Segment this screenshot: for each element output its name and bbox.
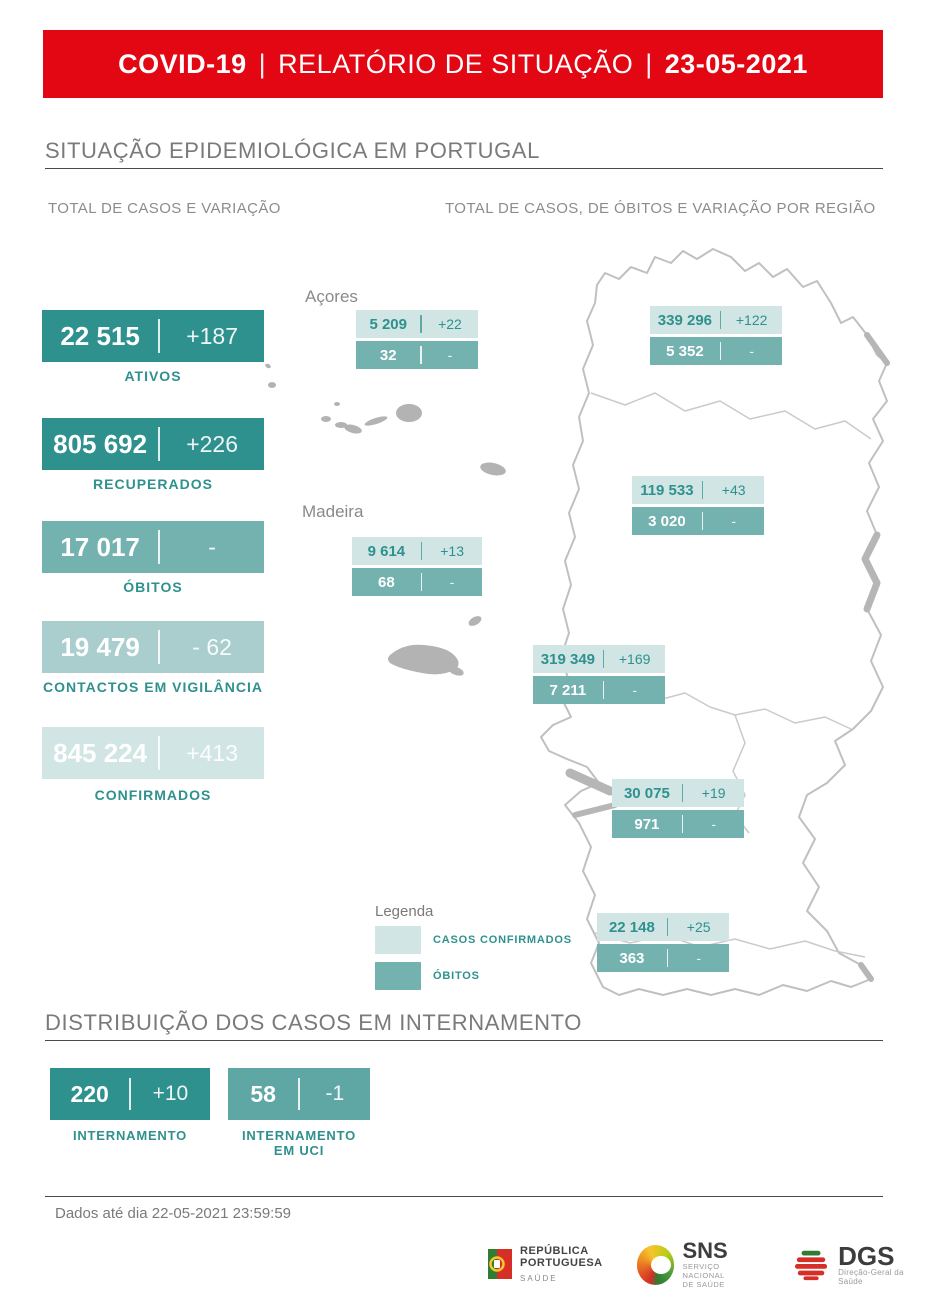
dgs-logo-text bbox=[838, 1240, 926, 1286]
republica-line2: PORTUGUESA bbox=[520, 1256, 603, 1269]
stat-label-obitos: ÓBITOS bbox=[123, 579, 183, 595]
stat-label-confirmados: CONFIRMADOS bbox=[94, 787, 212, 803]
banner-separator: | bbox=[645, 48, 653, 79]
dgs-tagline: Direção-Geral da Saúde bbox=[838, 1267, 904, 1286]
stat-value: 22 515 bbox=[60, 320, 140, 351]
divider bbox=[682, 784, 684, 802]
stat-value: 845 224 bbox=[53, 737, 148, 768]
stat-variation: +413 bbox=[186, 739, 239, 766]
stat-box-confirmados bbox=[42, 727, 264, 779]
region-cases-value: 22 148 bbox=[608, 918, 655, 936]
region-deaths-variation: - bbox=[731, 513, 736, 529]
divider bbox=[667, 949, 669, 967]
divider bbox=[603, 650, 605, 668]
banner-title-report: RELATÓRIO DE SITUAÇÃO bbox=[278, 48, 634, 79]
banner-separator: | bbox=[258, 48, 267, 79]
stat-label-line1: INTERNAMENTO bbox=[241, 1128, 357, 1143]
section-rule bbox=[45, 168, 883, 169]
legend-swatch-deaths bbox=[375, 962, 421, 990]
legend bbox=[375, 903, 572, 998]
region-box-alentejo bbox=[612, 779, 744, 841]
republica-line3: SAÚDE bbox=[520, 1273, 558, 1283]
region-deaths-value: 5 352 bbox=[666, 342, 704, 360]
madeira-islands bbox=[388, 614, 483, 677]
region-cases-variation: +25 bbox=[686, 919, 711, 935]
region-cases-row bbox=[597, 913, 729, 941]
divider bbox=[682, 815, 684, 833]
report-title-banner bbox=[43, 30, 883, 98]
divider bbox=[420, 315, 422, 333]
acores-islands bbox=[264, 363, 507, 478]
region-deaths-variation: - bbox=[449, 574, 455, 590]
region-cases-variation: +19 bbox=[701, 785, 726, 801]
stat-box-internamento-uci bbox=[228, 1068, 370, 1120]
dgs-name: DGS bbox=[838, 1240, 895, 1271]
stat-variation: +226 bbox=[186, 430, 239, 457]
region-deaths-row bbox=[650, 337, 782, 365]
dgs-logo bbox=[794, 1240, 926, 1286]
stat-variation: +10 bbox=[152, 1082, 189, 1105]
region-box-lvt bbox=[533, 645, 665, 707]
legend-swatch-confirmed bbox=[375, 926, 421, 954]
divider bbox=[702, 512, 704, 530]
region-deaths-row bbox=[352, 568, 482, 596]
dgs-globe-icon bbox=[794, 1248, 830, 1282]
divider bbox=[667, 918, 669, 936]
legend-label-deaths: ÓBITOS bbox=[433, 970, 480, 982]
legend-row-confirmed bbox=[375, 926, 572, 954]
stat-value: 220 bbox=[70, 1080, 109, 1107]
divider bbox=[603, 681, 605, 699]
stat-value: 805 692 bbox=[53, 428, 148, 459]
region-deaths-value: 971 bbox=[634, 815, 660, 833]
divider bbox=[720, 311, 722, 329]
divider bbox=[420, 346, 422, 364]
region-deaths-row bbox=[612, 810, 744, 838]
region-deaths-row bbox=[533, 676, 665, 704]
region-cases-value: 119 533 bbox=[640, 481, 694, 499]
region-box-madeira bbox=[352, 537, 482, 599]
region-deaths-value: 68 bbox=[378, 573, 395, 591]
data-cutoff-note: Dados até dia 22-05-2021 23:59:59 bbox=[55, 1205, 292, 1222]
stat-box-contactos bbox=[42, 621, 264, 673]
banner-date: 23-05-2021 bbox=[664, 48, 808, 79]
stat-label-internamento-uci bbox=[228, 1128, 370, 1158]
sns-logo-text bbox=[682, 1240, 760, 1289]
portugal-flag-icon bbox=[488, 1249, 512, 1281]
region-deaths-variation: - bbox=[447, 347, 453, 363]
region-deaths-variation: - bbox=[696, 950, 701, 966]
stat-value: 19 479 bbox=[60, 631, 140, 662]
region-box-algarve bbox=[597, 913, 729, 975]
legend-title: Legenda bbox=[375, 903, 434, 920]
stat-box-recuperados bbox=[42, 418, 264, 470]
republica-line1: REPÚBLICA bbox=[520, 1244, 589, 1257]
stat-label-internamento: INTERNAMENTO bbox=[72, 1128, 188, 1143]
legend-label-confirmed: CASOS CONFIRMADOS bbox=[433, 934, 572, 946]
divider bbox=[702, 481, 704, 499]
stat-value: 17 017 bbox=[60, 531, 140, 562]
divider bbox=[421, 542, 423, 560]
region-cases-variation: +13 bbox=[440, 543, 464, 559]
region-cases-value: 339 296 bbox=[657, 311, 713, 329]
stat-variation: -1 bbox=[325, 1082, 345, 1105]
divider bbox=[720, 342, 722, 360]
republica-logo-text bbox=[520, 1245, 603, 1285]
stat-label-line2: EM UCI bbox=[273, 1143, 325, 1158]
region-label-acores: Açores bbox=[305, 287, 358, 306]
region-cases-row bbox=[632, 476, 764, 504]
section-epidemiological-title: SITUAÇÃO EPIDEMIOLÓGICA EM PORTUGAL bbox=[45, 138, 540, 163]
sns-logo bbox=[637, 1240, 761, 1289]
republica-portuguesa-logo bbox=[488, 1245, 603, 1285]
stat-label-ativos: ATIVOS bbox=[124, 368, 182, 384]
region-deaths-value: 7 211 bbox=[549, 681, 587, 699]
region-cases-row bbox=[356, 310, 478, 338]
stat-box-ativos bbox=[42, 310, 264, 362]
region-cases-value: 5 209 bbox=[369, 315, 407, 333]
stat-label-contactos: CONTACTOS EM VIGILÂNCIA bbox=[42, 679, 264, 695]
subtitle-total-cases: TOTAL DE CASOS E VARIAÇÃO bbox=[48, 200, 281, 217]
stat-variation: - 62 bbox=[192, 633, 232, 660]
region-cases-variation: +169 bbox=[618, 651, 651, 667]
sns-name: SNS bbox=[682, 1238, 728, 1263]
section-rule bbox=[45, 1040, 883, 1041]
stat-box-obitos bbox=[42, 521, 264, 573]
region-box-norte bbox=[650, 306, 782, 368]
divider bbox=[421, 573, 423, 591]
stat-variation: - bbox=[208, 533, 216, 560]
region-cases-variation: +43 bbox=[721, 482, 746, 498]
stat-value: 58 bbox=[250, 1080, 276, 1107]
region-cases-variation: +122 bbox=[735, 312, 768, 328]
region-deaths-row bbox=[597, 944, 729, 972]
region-deaths-variation: - bbox=[749, 343, 754, 359]
region-deaths-value: 3 020 bbox=[648, 512, 686, 530]
sns-tagline-1: SERVIÇO NACIONAL bbox=[682, 1262, 725, 1280]
sns-tagline-2: DE SAÚDE bbox=[682, 1280, 725, 1289]
footer-logos bbox=[488, 1240, 926, 1289]
region-deaths-row bbox=[632, 507, 764, 535]
region-deaths-value: 32 bbox=[379, 346, 397, 364]
banner-title-covid: COVID-19 bbox=[118, 48, 247, 79]
region-deaths-value: 363 bbox=[619, 949, 645, 967]
region-box-acores bbox=[356, 310, 478, 372]
region-deaths-variation: - bbox=[711, 816, 716, 832]
region-cases-value: 9 614 bbox=[367, 542, 406, 560]
region-label-madeira: Madeira bbox=[302, 502, 364, 521]
region-cases-row bbox=[533, 645, 665, 673]
section-internamento-title: DISTRIBUIÇÃO DOS CASOS EM INTERNAMENTO bbox=[45, 1010, 583, 1035]
region-cases-row bbox=[650, 306, 782, 334]
stat-variation: +187 bbox=[186, 322, 239, 349]
region-deaths-variation: - bbox=[632, 682, 637, 698]
subtitle-region-cases: TOTAL DE CASOS, DE ÓBITOS E VARIAÇÃO POR REGIÃO bbox=[445, 200, 876, 217]
region-cases-row bbox=[612, 779, 744, 807]
region-cases-value: 30 075 bbox=[623, 784, 670, 802]
region-cases-value: 319 349 bbox=[540, 650, 596, 668]
region-cases-row bbox=[352, 537, 482, 565]
legend-row-deaths bbox=[375, 962, 572, 990]
region-box-centro bbox=[632, 476, 764, 538]
region-deaths-row bbox=[356, 341, 478, 369]
sns-ring-icon bbox=[637, 1245, 675, 1285]
region-cases-variation: +22 bbox=[438, 316, 462, 332]
stat-box-internamento bbox=[50, 1068, 210, 1120]
footer-rule bbox=[45, 1196, 883, 1197]
stat-label-recuperados: RECUPERADOS bbox=[93, 476, 213, 492]
